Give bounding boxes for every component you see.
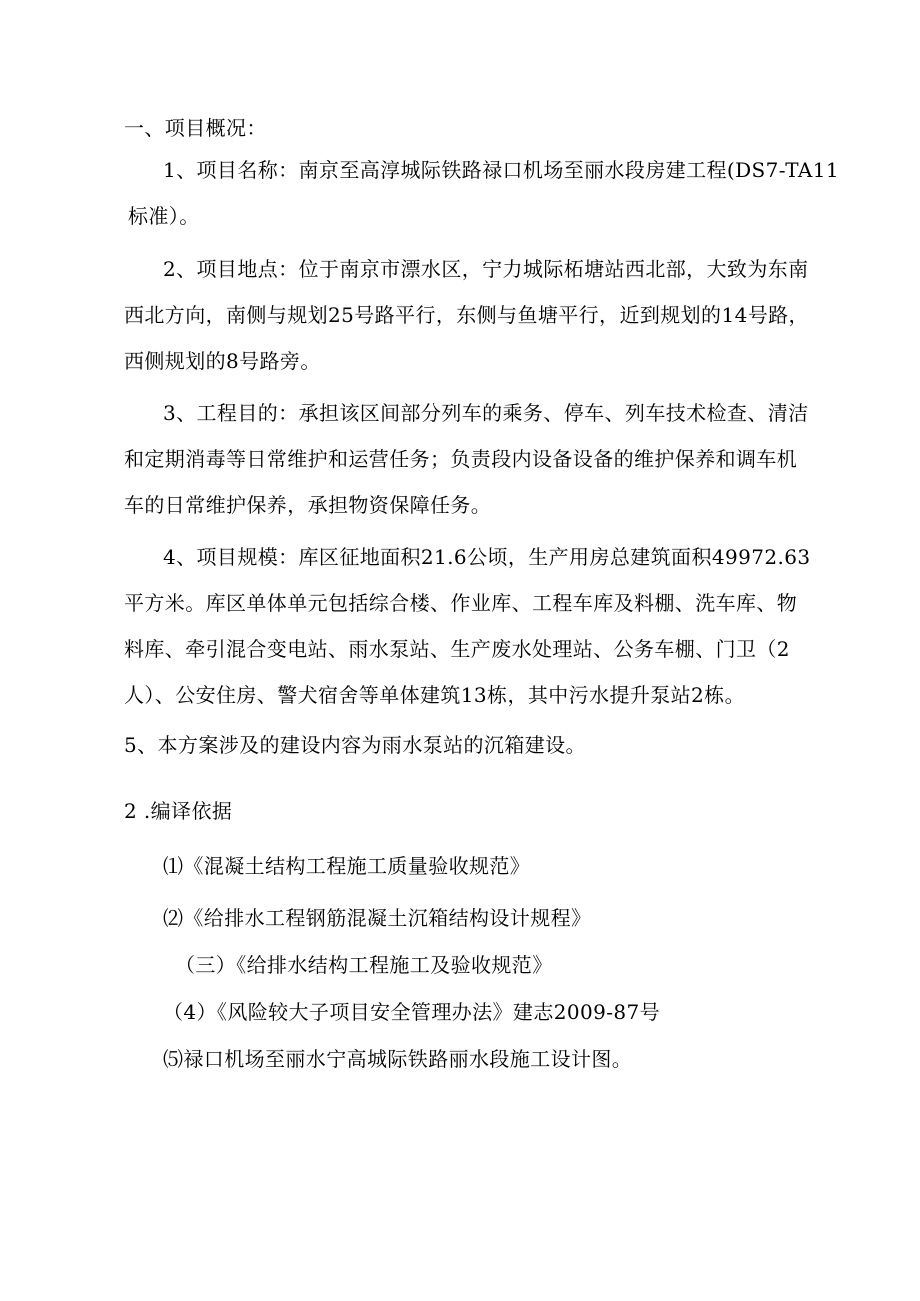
reference-item-4: （4）《风险较大子项目安全管理办法》建志2009-87号 [163, 1000, 661, 1024]
item5-line: 5、本方案涉及的建设内容为雨水泵站的沉箱建设。 [124, 733, 586, 757]
item2-line3: 西侧规划的8号路旁。 [124, 349, 321, 373]
item2-line2: 西北方向，南侧与规划25号路平行，东侧与鱼塘平行，近到规划的14号路， [124, 303, 809, 327]
reference-item-3: （三）《给排水结构工程施工及验收规范》 [175, 953, 553, 977]
reference-item-1: ⑴《混凝土结构工程施工质量验收规范》 [163, 854, 531, 878]
item3-line1: 3、工程目的：承担该区间部分列车的乘务、停车、列车技术检查、清洁 [163, 401, 809, 425]
section-heading-compilation-basis: 2 .编译依据 [124, 799, 233, 823]
item4-line2: 平方米。库区单体单元包括综合楼、作业库、工程车库及料棚、洗车库、物 [124, 591, 798, 615]
item4-line4: 人）、公安住房、警犬宿舍等单体建筑13栋，其中污水提升泵站2栋。 [124, 683, 745, 707]
item4-line1: 4、项目规模：库区征地面积21.6公顷，生产用房总建筑面积49972.63 [163, 545, 811, 569]
item3-line2: 和定期消毒等日常维护和运营任务；负责段内设备设备的维护保养和调车机 [124, 447, 798, 471]
item1-line1: 1、项目名称：南京至高淳城际铁路禄口机场至丽水段房建工程(DS7-TA11 [163, 158, 839, 182]
item2-line1: 2、项目地点：位于南京市漂水区，宁力城际柘塘站西北部，大致为东南 [163, 257, 809, 281]
reference-item-2: ⑵《给排水工程钢筋混凝土沉箱结构设计规程》 [163, 906, 592, 930]
reference-item-5: ⑸禄口机场至丽水宁高城际铁路丽水段施工设计图。 [163, 1047, 633, 1071]
item3-line3: 车的日常维护保养，承担物资保障任务。 [124, 493, 492, 517]
item4-line3: 料库、牵引混合变电站、雨水泵站、生产废水处理站、公务车棚、门卫（2 [124, 637, 790, 661]
item1-line2: 标准）。 [128, 204, 200, 228]
section-heading-project-overview: 一、项目概况： [124, 116, 267, 140]
